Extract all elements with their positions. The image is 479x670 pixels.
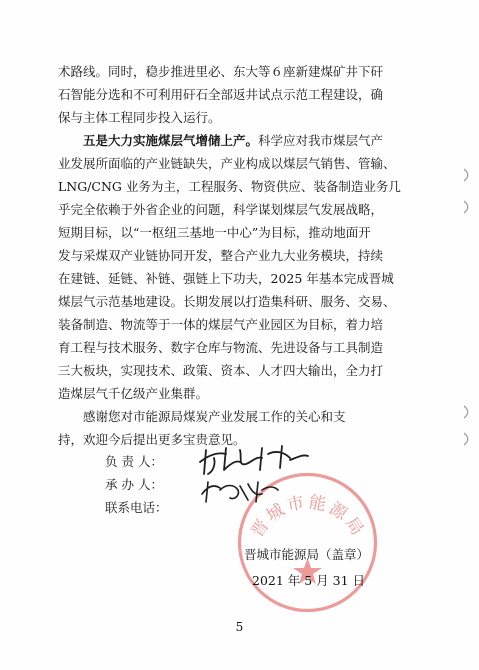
text-line: 三大板块，实现技术、政策、资本、人才四大输出，全力打 [58,363,384,378]
responsible-person-label: 负 责 人： [105,454,163,469]
text-line: 发与采煤双产业链协同开发，整合产业九大业务模块，持续 [58,248,384,263]
binding-mark-icon [461,168,471,182]
seal-text: 晋城市能源局 [247,492,369,542]
binding-mark-icon [461,200,471,214]
text-line: 育工程与技术服务、数字仓库与物流、先进设备与工具制造 [58,340,384,355]
text-line: 石智能分选和不可利用矸石全部返井试点示范工程建设，确 [58,87,384,102]
letter-body [58,60,420,451]
text-line: 煤层气示范基地建设。长期发展以打造集科研、服务、交易、 [58,294,396,309]
binding-mark-icon [461,405,471,419]
signature-block [105,450,168,519]
page-number: 5 [235,620,244,634]
text-line: 装备制造、物流等于一体的煤层气产业园区为目标，着力培 [58,317,384,332]
handler-label: 承 办 人： [105,477,163,492]
text-line: 短期目标，以“一枢纽三基地一中心”为目标，推动地面开 [58,225,371,240]
text-line: 业发展所面临的产业链缺失，产业构成以煤层气销售、管输、 [58,156,396,171]
issuing-organization: 晋城市能源局（盖章） [244,547,370,562]
text-line: 在建链、延链、补链、强链上下功夫，2025 年基本完成晋城 [58,271,394,286]
section-five-heading: 五是大力实施煤层气增储上产。 [83,133,259,148]
binding-mark-icon [461,432,471,446]
intro-paragraph [58,60,420,129]
text-line: LNG/CNG 业务为主，工程服务、物资供应、装备制造业务几 [58,179,401,194]
handwritten-signature [196,440,316,510]
text-line: 保与主体工程同步投入运行。 [58,110,221,125]
text-line: 持，欢迎今后提出更多宝贵意见。 [58,432,246,447]
text-line: 感谢您对市能源局煤炭产业发展工作的关心和支 [83,409,346,424]
section-five-first-line [58,129,420,152]
text-line: 乎完全依赖于外省企业的问题，科学谋划煤层气发展战略， [58,202,384,217]
contact-phone-label: 联系电话： [105,500,168,515]
text-line: 术路线。同时，稳步推进里必、东大等６座新建煤矿井下矸 [58,64,384,79]
section-five-paragraph [58,129,420,405]
text-line: 科学应对我市煤层气产 [258,133,384,148]
text-line: 造煤层气千亿级产业集群。 [58,386,209,401]
issue-date: 2021 年 5 月 31 日 [252,573,366,588]
